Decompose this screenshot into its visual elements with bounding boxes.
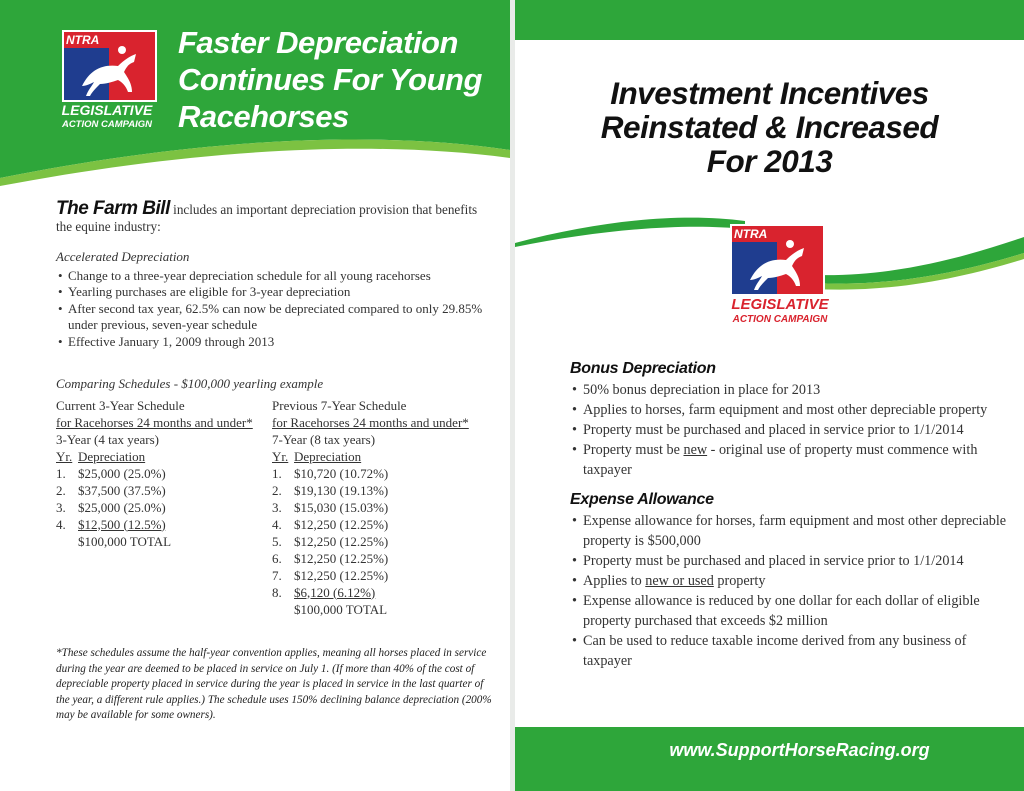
list-item: • Effective January 1, 2009 through 2013 (56, 334, 496, 351)
logo-legislative: LEGISLATIVE (61, 102, 153, 118)
accelerated-heading: Accelerated Depreciation (56, 249, 190, 264)
list-item: • Applies to horses, farm equipment and most other depreciable property (570, 400, 1010, 420)
logo-legislative: LEGISLATIVE (731, 296, 829, 313)
bonus-list (570, 380, 1010, 480)
website-url: www.SupportHorseRacing.org (669, 740, 930, 760)
table-row: 8. $6,120 (6.12%) (272, 584, 376, 600)
table-row: 4. $12,250 (12.25%) (272, 516, 389, 532)
table-row: 1. $25,000 (25.0%) (56, 465, 166, 481)
previous-schedule: Previous 7-Year Schedule for Racehorses 24 months and under* 7-Year (8 tax years) Yr. Depreciation 1. $10,720 (10.72%) 2. $19,130 (19.13%) 3. $15,030 (15.03%) 4. $12,250 (12.25%) 5. $12,250 (12.25%) 6. $12,250 (12.25%) 7. $12,250 (12.25%) 8. $6,120 (6.12%) $100,000 TOTAL (272, 397, 496, 618)
right-page (515, 0, 1024, 791)
left-page-title: Faster Depreciation Continues For Young Racehorses (178, 25, 482, 134)
table-row: 7. $12,250 (12.25%) (272, 567, 389, 583)
list-item: • Property must be purchased and placed in service prior to 1/1/2014 (570, 551, 1010, 571)
expense-list (570, 511, 1010, 671)
table-row: 3. $25,000 (25.0%) (56, 499, 166, 515)
table-row: 2. $19,130 (19.13%) (272, 482, 389, 498)
accelerated-list (56, 268, 496, 351)
right-body (570, 360, 1010, 671)
schedule-comparison (56, 397, 496, 618)
table-row: 3. $15,030 (15.03%) (272, 499, 389, 515)
right-page-title: Investment Incentives Reinstated & Increased For 2013 (600, 75, 939, 179)
bonus-heading: Bonus Depreciation (570, 360, 716, 377)
ntra-logo (720, 224, 840, 334)
list-item: • Applies to new or used property (570, 571, 1010, 591)
logo-action-campaign: ACTION CAMPAIGN (61, 119, 153, 130)
ntra-wordmark: NTRA (66, 33, 100, 47)
schedule-footnote: *These schedules assume the half-year convention applies, meaning all horses placed in service during the year are deemed to be placed in service on July 1. (If more than 40% of the cost of depreciable property placed in service during the year is placed in service in the last quarter of the year, a different rule applies.) The schedule uses 150% declining balance depreciation (200% may be available for some owners). (56, 647, 492, 722)
list-item: • Property must be new - original use of property must commence with taxpayer (570, 440, 1010, 480)
list-item: • Change to a three-year depreciation schedule for all young racehorses (56, 268, 496, 285)
expense-heading: Expense Allowance (570, 491, 714, 508)
list-item: • 50% bonus depreciation in place for 2013 (570, 380, 1010, 400)
list-item: • Property must be purchased and placed in service prior to 1/1/2014 (570, 420, 1010, 440)
ntra-logo (57, 30, 197, 140)
list-item: • After second tax year, 62.5% can now be depreciated compared to only 29.85% under previous, seven-year schedule (56, 301, 496, 334)
green-top-bar (515, 0, 1024, 40)
table-row: 4. $12,500 (12.5%) (56, 516, 166, 532)
left-page (0, 0, 510, 791)
list-item: • Can be used to reduce taxable income derived from any business of taxpayer (570, 631, 1010, 671)
list-item: • Expense allowance is reduced by one dollar for each dollar of eligible property purchased that exceeds $2 million (570, 591, 1010, 631)
table-row: 6. $12,250 (12.25%) (272, 550, 389, 566)
ntra-wordmark: NTRA (734, 227, 768, 241)
farm-bill-intro: The Farm Bill includes an important depreciation provision that benefits the equine industry: (56, 198, 478, 234)
left-body (56, 200, 496, 618)
logo-action-campaign: ACTION CAMPAIGN (732, 314, 828, 325)
list-item: • Yearling purchases are eligible for 3-year depreciation (56, 284, 496, 301)
current-schedule: Current 3-Year Schedule for Racehorses 24 months and under* 3-Year (4 tax years) Yr. Depreciation 1. $25,000 (25.0%) 2. $37,500 (37.5%) 3. $25,000 (25.0%) 4. $12,500 (12.5%) $100,000 TOTAL (56, 397, 272, 618)
list-item: • Expense allowance for horses, farm equipment and most other depreciable property is $500,000 (570, 511, 1010, 551)
total-row: $100,000 TOTAL (78, 533, 172, 549)
total-row: $100,000 TOTAL (294, 601, 388, 617)
table-row: 2. $37,500 (37.5%) (56, 482, 166, 498)
table-row: 5. $12,250 (12.25%) (272, 533, 389, 549)
comparing-heading: Comparing Schedules - $100,000 yearling example (56, 376, 324, 391)
table-row: 1. $10,720 (10.72%) (272, 465, 389, 481)
